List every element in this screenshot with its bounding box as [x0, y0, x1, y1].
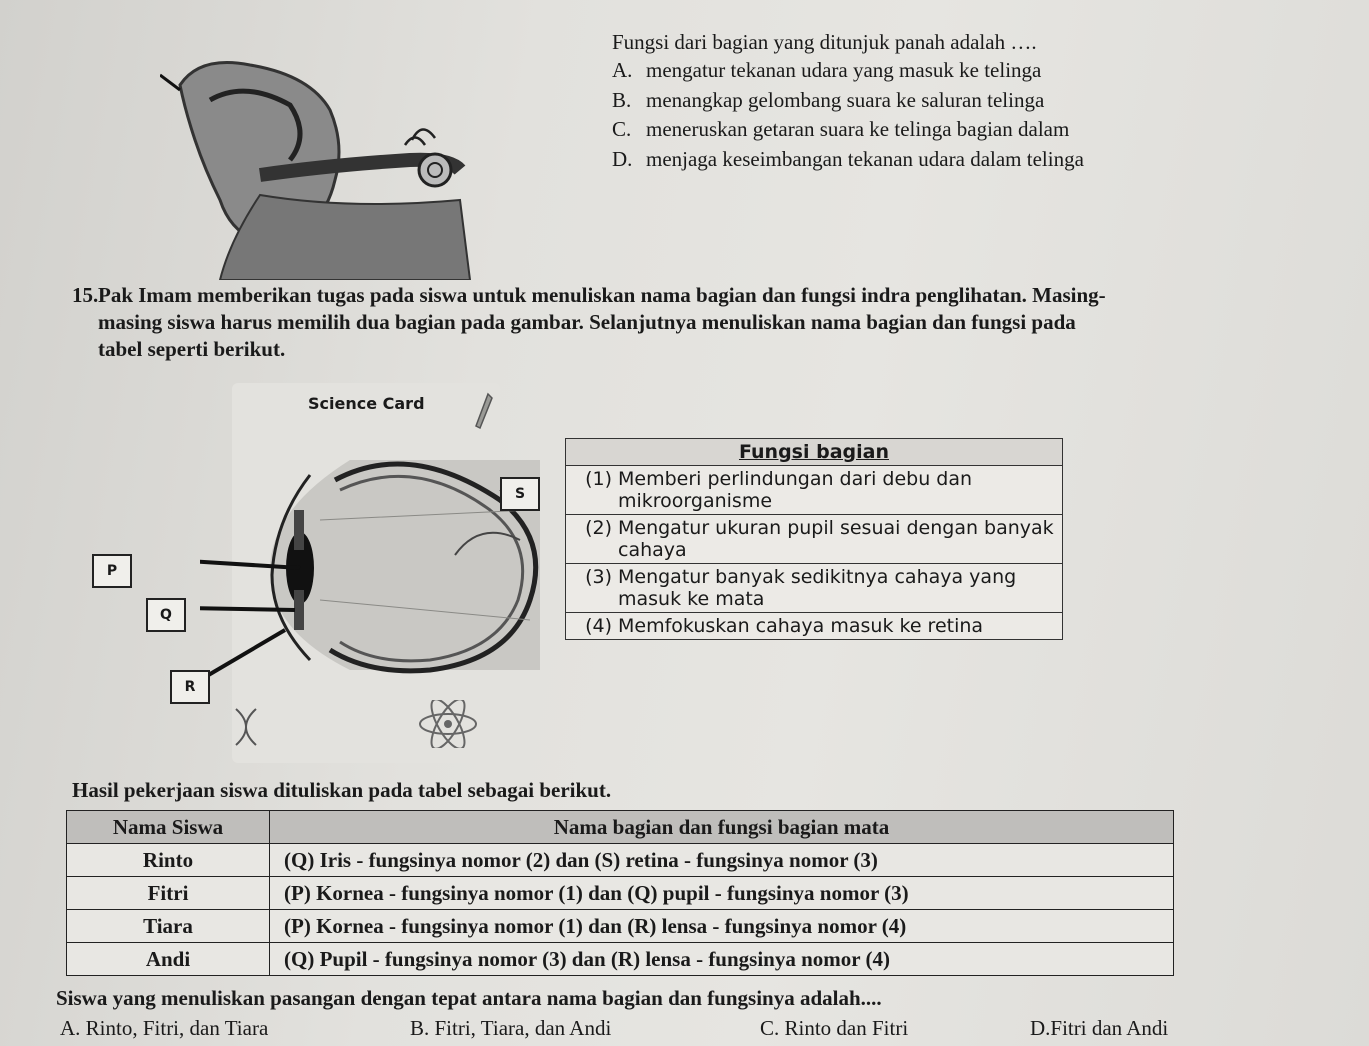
q14-option-d[interactable] — [612, 147, 1084, 172]
option-text: meneruskan getaran suara ke telinga bagian dalam — [646, 117, 1070, 141]
option-letter: D. — [612, 147, 633, 171]
table-row — [67, 844, 1174, 877]
function-row — [566, 466, 1063, 515]
science-card-title: Science Card — [308, 394, 425, 413]
student-name: Andi — [67, 943, 270, 976]
q15-option-b[interactable]: B. Fitri, Tiara, dan Andi — [410, 1016, 612, 1040]
function-row — [566, 515, 1063, 564]
results-table — [66, 810, 1174, 976]
student-answer: (P) Kornea - fungsinya nomor (1) dan (Q) pupil - fungsinya nomor (3) — [270, 877, 1174, 910]
student-name: Tiara — [67, 910, 270, 943]
q15-option-d[interactable]: D.Fitri dan Andi — [1030, 1016, 1169, 1040]
student-name: Fitri — [67, 877, 270, 910]
function-text: Memberi perlindungan dari debu dan mikroorganisme — [618, 468, 973, 512]
q15-option-a[interactable]: A. Rinto, Fitri, dan Tiara — [60, 1016, 269, 1040]
question-15-stem — [72, 282, 1302, 363]
pointer-arrow — [160, 75, 180, 90]
function-number: (4) — [585, 615, 612, 637]
results-intro: Hasil pekerjaan siswa dituliskan pada tabel sebagai berikut. — [72, 778, 612, 802]
question-14-stem: Fungsi dari bagian yang ditunjuk panah adalah …. — [612, 30, 1037, 54]
function-table — [565, 438, 1063, 640]
function-text: Mengatur ukuran pupil sesuai dengan banyak cahaya — [618, 517, 1054, 561]
option-letter: A. — [612, 58, 633, 82]
question-number: 15. — [72, 283, 99, 307]
pencil-icon — [470, 392, 498, 434]
function-text: Memfokuskan cahaya masuk ke retina — [618, 615, 984, 637]
student-answer: (Q) Pupil - fungsinya nomor (3) dan (R) lensa - fungsinya nomor (4) — [270, 943, 1174, 976]
q14-option-c[interactable] — [612, 117, 1069, 142]
atom-icon — [416, 700, 480, 748]
label-p: P — [92, 554, 132, 588]
function-table-header: Fungsi bagian — [566, 439, 1063, 466]
student-name: Rinto — [67, 844, 270, 877]
label-s: S — [500, 477, 540, 511]
option-text: menangkap gelombang suara ke saluran telinga — [646, 88, 1045, 112]
ear-diagram — [160, 50, 480, 280]
option-letter: C. — [612, 117, 632, 141]
pointer-line-q — [200, 608, 295, 610]
option-text: mengatur tekanan udara yang masuk ke telinga — [646, 58, 1042, 82]
column-header-name: Nama Siswa — [67, 811, 270, 844]
function-row — [566, 564, 1063, 613]
question-15-line-2: masing siswa harus memilih dua bagian pada gambar. Selanjutnya menuliskan nama bagian dan fungsi pada — [98, 310, 1076, 334]
function-number: (2) — [585, 517, 612, 539]
dna-icon — [228, 705, 264, 749]
table-row — [67, 943, 1174, 976]
q14-option-a[interactable] — [612, 58, 1041, 83]
table-row — [67, 910, 1174, 943]
option-letter: B. — [612, 88, 632, 112]
function-row — [566, 613, 1063, 640]
question-15-line-1: Pak Imam memberikan tugas pada siswa untuk menuliskan nama bagian dan fungsi indra penglihatan. Masing- — [98, 283, 1106, 307]
table-row — [67, 877, 1174, 910]
student-answer: (P) Kornea - fungsinya nomor (1) dan (R) lensa - fungsinya nomor (4) — [270, 910, 1174, 943]
function-number: (1) — [585, 468, 612, 490]
label-r: R — [170, 670, 210, 704]
pointer-line-r — [200, 630, 285, 680]
option-text: menjaga keseimbangan tekanan udara dalam telinga — [646, 147, 1084, 171]
function-number: (3) — [585, 566, 612, 588]
column-header-parts: Nama bagian dan fungsi bagian mata — [270, 811, 1174, 844]
question-15-line-3: tabel seperti berikut. — [98, 337, 286, 361]
q15-option-c[interactable]: C. Rinto dan Fitri — [760, 1016, 909, 1040]
function-text: Mengatur banyak sedikitnya cahaya yang masuk ke mata — [618, 566, 1017, 610]
label-q: Q — [146, 598, 186, 632]
q14-option-b[interactable] — [612, 88, 1044, 113]
student-answer: (Q) Iris - fungsinya nomor (2) dan (S) retina - fungsinya nomor (3) — [270, 844, 1174, 877]
question-15-prompt: Siswa yang menuliskan pasangan dengan tepat antara nama bagian dan fungsinya adalah.... — [56, 986, 882, 1010]
